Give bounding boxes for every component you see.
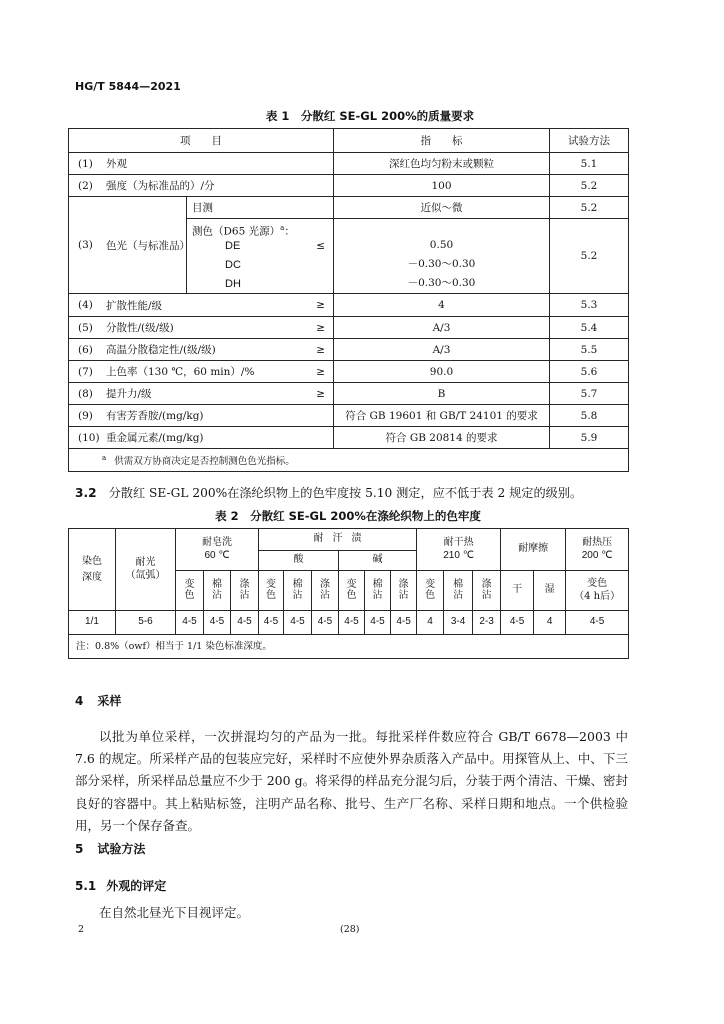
greater-equal-symbol: ≥ bbox=[316, 387, 325, 400]
table-row bbox=[69, 294, 629, 317]
test-method: 5.4 bbox=[550, 317, 629, 339]
grade-value: 3-4 bbox=[444, 611, 473, 635]
item-number: (8) bbox=[78, 387, 93, 400]
test-method: 5.2 bbox=[550, 175, 629, 197]
dh-label: DH bbox=[225, 277, 241, 290]
grade-value: 4-5 bbox=[231, 611, 259, 635]
index-value: 符合 GB 19601 和 GB/T 24101 的要求 bbox=[334, 405, 550, 427]
item-name: 色光（与标准品） bbox=[106, 239, 190, 252]
instrument-values bbox=[334, 219, 550, 294]
subhead-polyester: 涤沾 bbox=[312, 571, 339, 611]
item-cell-shade bbox=[69, 197, 190, 294]
clause-number: 5.1 bbox=[75, 879, 97, 893]
index-value: 近似～微 bbox=[334, 197, 550, 219]
grade-value: 4-5 bbox=[204, 611, 231, 635]
grade-value: 4-5 bbox=[391, 611, 417, 635]
subhead-hot-press-change: 变色 （4 h后） bbox=[566, 571, 629, 611]
item-cell bbox=[69, 317, 334, 339]
item-name: 扩散性能/级 bbox=[106, 299, 163, 312]
index-value: 4 bbox=[334, 294, 550, 317]
table-row-shade-visual bbox=[69, 197, 629, 219]
item-cell bbox=[69, 153, 334, 175]
grade-value: 4-5 bbox=[176, 611, 204, 635]
clause-5-1-heading bbox=[75, 877, 166, 894]
footnote-mark: a bbox=[102, 453, 107, 462]
greater-equal-symbol: ≥ bbox=[316, 321, 325, 334]
index-value: 90.0 bbox=[334, 361, 550, 383]
item-name: 有害芳香胺/(mg/kg) bbox=[106, 410, 204, 422]
section-number: 4 bbox=[75, 694, 84, 708]
item-number: (7) bbox=[78, 365, 93, 378]
table-footnote bbox=[69, 449, 629, 472]
subhead-dry: 干 bbox=[501, 571, 534, 611]
section-4-paragraph: 以批为单位采样，一次拼混均匀的产品为一批。每批采样件数应符合 GB/T 6678—2003 中 7.6 的规定。所采样产品的包装应完好，采样时不应使外界杂质落入产品中。用探管从上、中、下三部分采样，所采样品总量应不少于 200 g。将采得的样品充分混匀后，分装于两个清洁、干燥、密封良好的容器中。其上粘贴标签，注明产品名称、批号、生产厂名称、采样日期和地点。一个供检验用，另一个保存备查。 bbox=[75, 729, 628, 833]
subhead-change: 变色 bbox=[339, 571, 365, 611]
test-method: 5.1 bbox=[550, 153, 629, 175]
subhead-cotton: 棉沾 bbox=[204, 571, 231, 611]
item-cell bbox=[69, 175, 334, 197]
standard-code: HG/T 5844—2021 bbox=[75, 80, 181, 93]
visual-label: 目测 bbox=[187, 197, 334, 219]
col-head-acid: 酸 bbox=[259, 551, 339, 571]
section-4-heading bbox=[75, 692, 121, 709]
quality-requirements-table bbox=[68, 128, 629, 472]
item-cell bbox=[69, 294, 334, 317]
index-value: B bbox=[334, 383, 550, 405]
index-value: 深红色均匀粉末或颗粒 bbox=[334, 153, 550, 175]
grade-value: 4-5 bbox=[312, 611, 339, 635]
grade-value: 4-5 bbox=[566, 611, 629, 635]
greater-equal-symbol: ≥ bbox=[316, 343, 325, 356]
grade-value: 4-5 bbox=[501, 611, 534, 635]
grade-value: 4 bbox=[534, 611, 566, 635]
table-row bbox=[69, 383, 629, 405]
clause-text: 分散红 SE-GL 200%在涤纶织物上的色牢度按 5.10 测定，应不低于表 2 规定的级别。 bbox=[108, 486, 583, 500]
de-label: DE bbox=[225, 239, 241, 252]
subhead-cotton: 棉沾 bbox=[444, 571, 473, 611]
col-head-washing: 耐皂洗 60 ℃ bbox=[176, 529, 259, 571]
item-number: (1) bbox=[78, 157, 93, 170]
dh-value: －0.30～0.30 bbox=[407, 277, 476, 289]
section-title: 试验方法 bbox=[97, 842, 146, 856]
grade-value: 5-6 bbox=[116, 611, 176, 635]
col-head-method: 试验方法 bbox=[550, 129, 629, 153]
item-number: (6) bbox=[78, 343, 93, 356]
subhead-cotton: 棉沾 bbox=[365, 571, 391, 611]
item-number: (5) bbox=[78, 321, 93, 334]
depth-value: 1/1 bbox=[69, 611, 116, 635]
table-row bbox=[69, 175, 629, 197]
table-row bbox=[69, 153, 629, 175]
table-row bbox=[69, 405, 629, 427]
index-value: A/3 bbox=[334, 339, 550, 361]
test-method: 5.7 bbox=[550, 383, 629, 405]
item-name: 外观 bbox=[106, 158, 127, 170]
table-row bbox=[69, 361, 629, 383]
table-footnote-row bbox=[69, 449, 629, 472]
test-method: 5.6 bbox=[550, 361, 629, 383]
footer-center-number: (28) bbox=[340, 924, 360, 935]
de-value: 0.50 bbox=[429, 239, 454, 251]
clause-5-1-paragraph: 在自然北昼光下目视评定。 bbox=[99, 905, 250, 920]
col-head-depth: 染色深度 bbox=[69, 529, 116, 611]
item-cell bbox=[69, 361, 334, 383]
subhead-change: 变色 bbox=[176, 571, 204, 611]
item-name: 提升力/级 bbox=[106, 388, 152, 400]
item-cell bbox=[69, 427, 334, 449]
table-row bbox=[69, 339, 629, 361]
table-row bbox=[69, 317, 629, 339]
item-number: (2) bbox=[78, 179, 93, 192]
grade-value: 4-5 bbox=[339, 611, 365, 635]
subhead-change: 变色 bbox=[417, 571, 444, 611]
item-name: 高温分散稳定性/(级/级) bbox=[106, 344, 216, 356]
item-name: 上色率（130 ℃，60 min）/% bbox=[106, 366, 255, 378]
test-method: 5.2 bbox=[550, 197, 629, 219]
item-name: 重金属元素/(mg/kg) bbox=[106, 432, 204, 444]
col-head-rubbing: 耐摩擦 bbox=[501, 529, 566, 571]
grade-value: 4-5 bbox=[365, 611, 391, 635]
grade-value: 4-5 bbox=[284, 611, 312, 635]
col-head-light: 耐光 （氙弧） bbox=[116, 529, 176, 611]
section-5-heading bbox=[75, 840, 145, 857]
subhead-polyester: 涤沾 bbox=[391, 571, 417, 611]
table-row bbox=[69, 427, 629, 449]
index-value: A/3 bbox=[334, 317, 550, 339]
col-head-item: 项 目 bbox=[69, 129, 334, 153]
col-head-hot-press: 耐热压 200 ℃ bbox=[566, 529, 629, 571]
item-number: (3) bbox=[78, 239, 93, 251]
table-1-title: 表 1 分散红 SE-GL 200%的质量要求 bbox=[265, 109, 475, 123]
item-number: (10) bbox=[78, 431, 100, 444]
item-name: 强度（为标准品的）/分 bbox=[106, 180, 215, 192]
test-method: 5.3 bbox=[550, 294, 629, 317]
page-number: 2 bbox=[78, 924, 85, 935]
table-note: 注：0.8%（owf）相当于 1/1 染色标准深度。 bbox=[69, 635, 629, 659]
footnote-mark: a bbox=[280, 224, 285, 232]
item-number: (9) bbox=[78, 409, 93, 422]
clause-number: 3.2 bbox=[75, 486, 97, 500]
test-method: 5.8 bbox=[550, 405, 629, 427]
clause-3-2 bbox=[75, 484, 582, 501]
col-head-alkali: 碱 bbox=[339, 551, 417, 571]
col-head-perspiration: 耐汗渍 bbox=[259, 529, 417, 551]
item-number: (4) bbox=[78, 299, 93, 311]
item-cell bbox=[69, 405, 334, 427]
table-2-title: 表 2 分散红 SE-GL 200%在涤纶织物上的色牢度 bbox=[215, 509, 481, 523]
grade-value: 2-3 bbox=[473, 611, 501, 635]
item-cell bbox=[69, 383, 334, 405]
col-head-index: 指 标 bbox=[334, 129, 550, 153]
less-equal-symbol: ≤ bbox=[316, 239, 325, 252]
table-row bbox=[69, 611, 629, 635]
test-method: 5.9 bbox=[550, 427, 629, 449]
footnote-text: 供需双方协商决定是否控制测色色光指标。 bbox=[114, 456, 295, 467]
subhead-polyester: 涤沾 bbox=[473, 571, 501, 611]
subhead-cotton: 棉沾 bbox=[284, 571, 312, 611]
section-title: 采样 bbox=[97, 694, 122, 708]
grade-value: 4 bbox=[417, 611, 444, 635]
item-cell bbox=[69, 339, 334, 361]
test-method: 5.5 bbox=[550, 339, 629, 361]
subhead-change: 变色 bbox=[259, 571, 284, 611]
clause-title: 外观的评定 bbox=[106, 879, 167, 893]
index-value: 100 bbox=[334, 175, 550, 197]
subhead-polyester: 涤沾 bbox=[231, 571, 259, 611]
greater-equal-symbol: ≥ bbox=[316, 365, 325, 378]
instrument-measurement-cell bbox=[187, 219, 334, 294]
grade-value: 4-5 bbox=[259, 611, 284, 635]
color-fastness-table bbox=[68, 528, 629, 659]
test-method: 5.2 bbox=[550, 219, 629, 294]
instrument-colon: ： bbox=[284, 225, 295, 238]
item-name: 分散性/(级/级) bbox=[106, 322, 174, 334]
subhead-wet: 湿 bbox=[534, 571, 566, 611]
greater-equal-symbol: ≥ bbox=[316, 299, 325, 311]
dc-value: －0.30～0.30 bbox=[407, 258, 476, 270]
section-number: 5 bbox=[75, 842, 84, 856]
index-value: 符合 GB 20814 的要求 bbox=[334, 427, 550, 449]
dc-label: DC bbox=[225, 258, 241, 271]
col-head-dry-heat: 耐干热 210 ℃ bbox=[417, 529, 501, 571]
instrument-label: 测色（D65 光源） bbox=[192, 225, 281, 238]
